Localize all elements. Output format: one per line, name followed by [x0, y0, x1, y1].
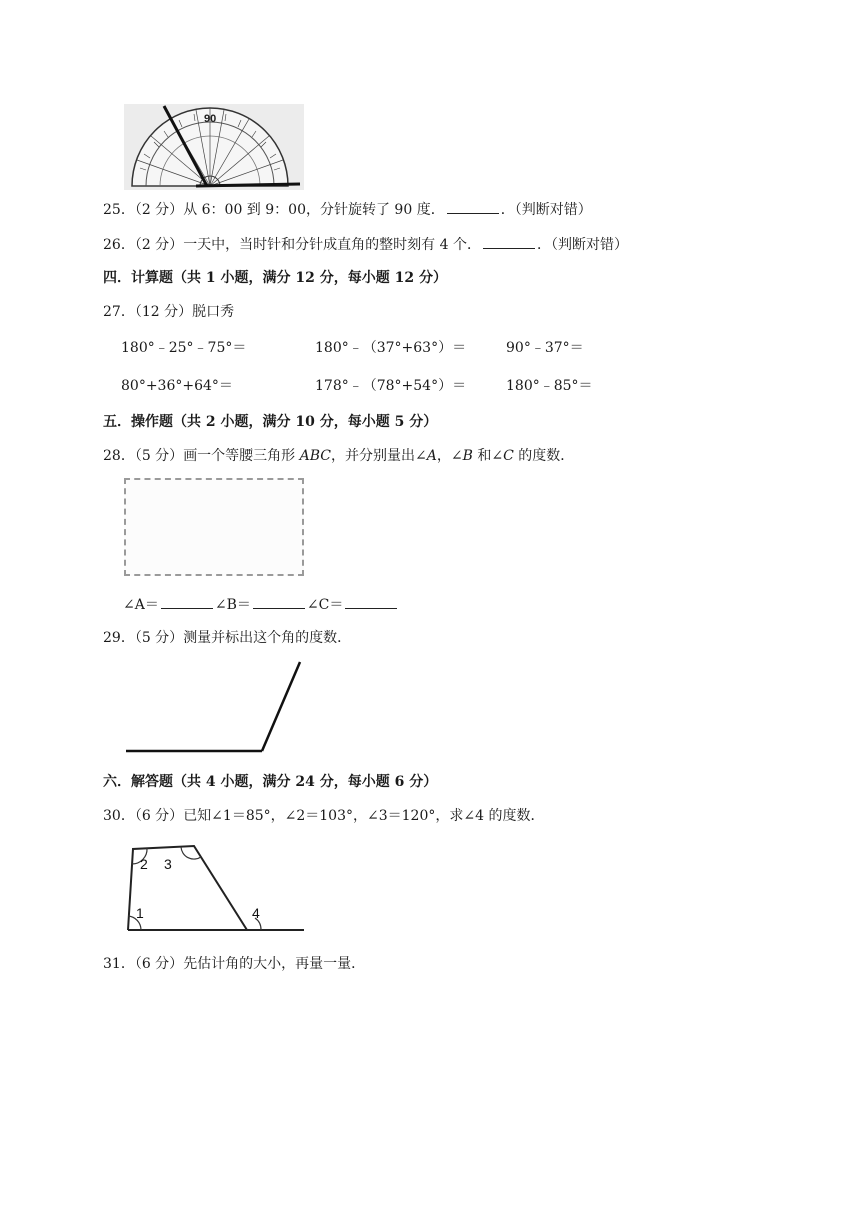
question-score: （5 分）	[134, 448, 184, 464]
drawing-box[interactable]	[124, 478, 304, 576]
question-number: 30．	[103, 808, 135, 824]
section-4-title: 四．计算题（共 1 小题，满分 12 分，每小题 12 分）	[103, 270, 447, 286]
section-5-title: 五．操作题（共 2 小题，满分 10 分，每小题 5 分）	[103, 414, 438, 430]
question-tail: ．（判断对错）	[500, 202, 592, 218]
question-score: （2 分）	[134, 202, 184, 218]
triangle-name: ABC	[299, 448, 332, 464]
question-28	[103, 446, 574, 466]
question-text: 脱口秀	[192, 304, 235, 320]
angle-figure	[122, 660, 304, 756]
question-25	[103, 199, 592, 220]
protractor-label: 90	[204, 113, 217, 125]
angle-c-label: ∠C＝	[306, 597, 344, 613]
question-number: 31．	[103, 956, 135, 972]
section-6-title: 六．解答题（共 4 小题，满分 24 分，每小题 6 分）	[103, 774, 438, 790]
angle-2-label: 2	[140, 856, 148, 872]
question-score: （5 分）	[134, 630, 184, 646]
calc-3: 90°﹣37°＝	[506, 340, 584, 356]
angle-a-label: ∠A＝	[123, 597, 159, 613]
question-26	[103, 234, 628, 255]
question-number: 25．	[103, 202, 135, 218]
question-tail: ．（判断对错）	[537, 237, 628, 253]
question-text: 已知∠1＝85°，∠2＝103°，∠3＝120°，求∠4 的度数．	[183, 808, 545, 824]
question-text: 的度数．	[513, 448, 575, 464]
question-number: 28．	[103, 448, 135, 464]
question-number: 26．	[103, 237, 135, 253]
question-text: ，∠	[436, 448, 463, 464]
answer-blank[interactable]	[483, 234, 535, 249]
calc-4: 80°+36°+64°＝	[121, 378, 233, 394]
answer-blank[interactable]	[447, 199, 499, 214]
angle-answers	[123, 594, 399, 615]
question-text: 从 6：00 到 9：00，分针旋转了 90 度．	[183, 202, 445, 218]
calc-1: 180°﹣25°﹣75°＝	[121, 340, 247, 356]
question-29	[103, 628, 351, 648]
angle-4-label: 4	[252, 905, 260, 921]
vertex-c: C	[503, 448, 514, 464]
question-text: 画一个等腰三角形	[183, 448, 300, 464]
question-text: 一天中，当时针和分针成直角的整时刻有 4 个．	[183, 237, 481, 253]
angle-b-label: ∠B＝	[214, 597, 251, 613]
question-30	[103, 806, 544, 826]
question-27	[103, 302, 234, 322]
question-number: 29．	[103, 630, 135, 646]
protractor-figure	[124, 104, 304, 190]
angle-c-blank[interactable]	[345, 594, 397, 609]
question-text: 测量并标出这个角的度数．	[183, 630, 352, 646]
angle-3-label: 3	[164, 856, 172, 872]
question-text: 先估计角的大小，再量一量．	[183, 956, 366, 972]
question-31	[103, 954, 365, 974]
calc-5: 178°﹣（78°+54°）＝	[315, 378, 467, 394]
calc-2: 180°﹣（37°+63°）＝	[315, 340, 467, 356]
vertex-b: B	[462, 448, 473, 464]
calc-6: 180°﹣85°＝	[506, 378, 593, 394]
question-score: （12 分）	[134, 304, 193, 320]
angle-a-blank[interactable]	[161, 594, 213, 609]
vertex-a: A	[426, 448, 437, 464]
question-text: 和∠	[472, 448, 504, 464]
question-score: （6 分）	[134, 956, 184, 972]
question-text: ，并分别量出∠	[331, 448, 427, 464]
angle-b-blank[interactable]	[253, 594, 305, 609]
question-number: 27．	[103, 304, 135, 320]
question-score: （6 分）	[134, 808, 184, 824]
angle-1-label: 1	[136, 905, 144, 921]
quadrilateral-figure	[124, 838, 306, 934]
question-score: （2 分）	[134, 237, 184, 253]
